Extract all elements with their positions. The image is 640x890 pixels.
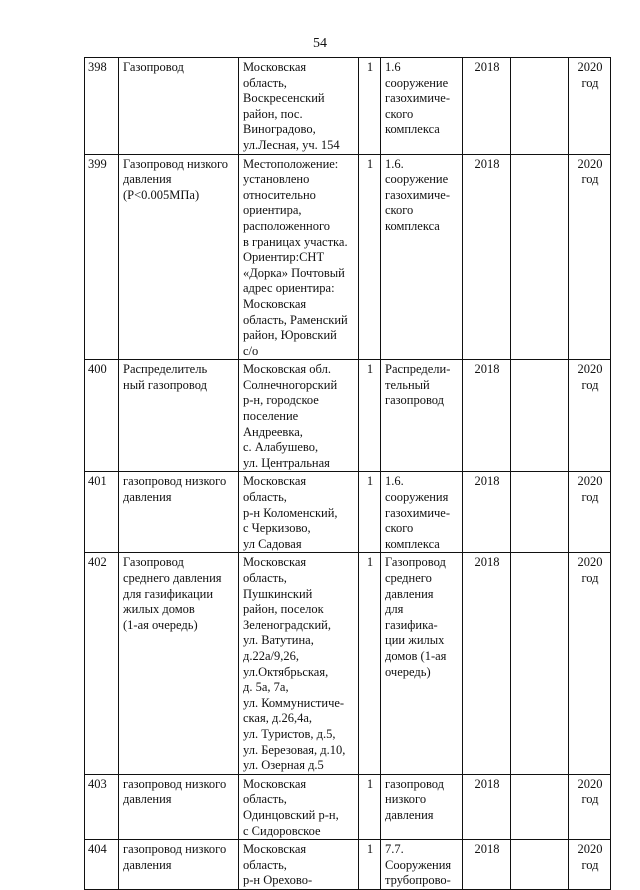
year-cell: [463, 154, 511, 360]
object-name-text: газопровод низкого давления: [123, 842, 227, 872]
deadline-cell: [569, 154, 611, 360]
quantity-text: 1: [366, 474, 374, 489]
page-number: 54: [313, 36, 327, 51]
purpose-cell: [381, 360, 463, 472]
table-row: [85, 360, 611, 472]
quantity-text: 1: [366, 156, 374, 171]
row-number-text: 399: [88, 156, 107, 171]
object-name-text: Распределитель ный газопровод: [123, 362, 208, 392]
purpose-cell: [381, 472, 463, 553]
year-text: 2018: [474, 776, 500, 791]
quantity-text: 1: [366, 842, 374, 857]
row-number-cell: [85, 774, 119, 839]
row-number-text: 403: [88, 776, 107, 791]
address-text: Московская область, Пушкинский район, поселок Зеленоградский, ул. Ватутина, д.22а/9,26, ул.Октябрьская, д. 5а, 7а, ул. Коммунистиче- ская, д.26,4а, ул. Туристов, д.5, ул. Березовая, д.10, ул. Озерная д.5: [243, 555, 346, 773]
quantity-cell: [359, 472, 381, 553]
deadline-text: 2020 год: [577, 474, 603, 505]
year-text: 2018: [474, 474, 500, 489]
year-cell: [463, 360, 511, 472]
quantity-text: 1: [366, 776, 374, 791]
purpose-text: Газопровод среднего давления для газифика- ции жилых домов (1-ая очередь): [385, 555, 447, 679]
purpose-text: 7.7. Сооружения трубопрово-: [385, 842, 452, 888]
object-name-text: Газопровод среднего давления для газификации жилых домов (1-ая очередь): [123, 555, 222, 632]
deadline-cell: [569, 58, 611, 155]
row-number-text: 402: [88, 555, 107, 570]
row-number-cell: [85, 360, 119, 472]
empty-cell: [511, 360, 569, 472]
object-name-text: газопровод низкого давления: [123, 776, 227, 807]
address-text: Московская область, р-н Коломенский, с Черкизово, ул Садовая: [243, 474, 338, 551]
row-number-cell: [85, 840, 119, 890]
quantity-text: 1: [366, 60, 374, 74]
purpose-cell: [381, 58, 463, 155]
object-name-text: Газопровод: [123, 60, 184, 74]
empty-cell: [511, 553, 569, 774]
quantity-cell: [359, 58, 381, 155]
table-row: [85, 840, 611, 890]
table-row: [85, 58, 611, 155]
quantity-cell: [359, 154, 381, 360]
empty-cell: [511, 774, 569, 839]
year-text: 2018: [474, 156, 500, 171]
purpose-text: газопровод низкого давления: [385, 776, 445, 822]
object-name-cell: [119, 774, 239, 839]
address-cell: [239, 154, 359, 360]
year-text: 2018: [474, 555, 500, 570]
table-row: [85, 553, 611, 774]
deadline-text: 2020 год: [577, 776, 603, 807]
address-text: Московская область, Одинцовский р-н, с Сидоровское: [243, 776, 339, 838]
purpose-cell: [381, 553, 463, 774]
object-name-cell: [119, 154, 239, 360]
address-cell: [239, 360, 359, 472]
row-number-text: 404: [88, 842, 107, 857]
year-cell: [463, 774, 511, 839]
purpose-text: 1.6 сооружение газохимиче- ского комплекса: [385, 60, 451, 137]
year-cell: [463, 472, 511, 553]
year-text: 2018: [474, 362, 500, 377]
year-cell: [463, 840, 511, 890]
year-text: 2018: [474, 60, 500, 74]
quantity-text: 1: [366, 555, 374, 570]
objects-table: [84, 57, 611, 890]
empty-cell: [511, 472, 569, 553]
purpose-cell: [381, 774, 463, 839]
address-cell: [239, 553, 359, 774]
deadline-text: 2020 год: [577, 362, 603, 392]
row-number-cell: [85, 58, 119, 155]
quantity-cell: [359, 553, 381, 774]
address-cell: [239, 58, 359, 155]
purpose-cell: [381, 840, 463, 890]
empty-cell: [511, 840, 569, 890]
row-number-cell: [85, 154, 119, 360]
address-text: Московская обл. Солнечногорский р-н, городское поселение Андреевка, с. Алабушево, ул. Центральная: [243, 362, 338, 470]
year-cell: [463, 553, 511, 774]
table-row: [85, 154, 611, 360]
address-cell: [239, 774, 359, 839]
deadline-cell: [569, 774, 611, 839]
purpose-text: 1.6. сооружение газохимиче- ского комплекса: [385, 156, 451, 233]
address-text: Местоположение: установлено относительно ориентира, расположенного в границах участка. Ориентир:СНТ «Дорка» Почтовый адрес ориентира: Московская область, Раменский район, Юровский с/о: [243, 156, 348, 358]
empty-cell: [511, 154, 569, 360]
object-name-cell: [119, 472, 239, 553]
deadline-text: 2020 год: [577, 60, 603, 90]
object-name-cell: [119, 58, 239, 155]
deadline-cell: [569, 360, 611, 472]
row-number-text: 400: [88, 362, 107, 377]
quantity-cell: [359, 774, 381, 839]
table-row: [85, 472, 611, 553]
purpose-text: 1.6. сооружения газохимиче- ского комплекса: [385, 474, 451, 551]
row-number-text: 401: [88, 474, 107, 489]
deadline-cell: [569, 553, 611, 774]
object-name-cell: [119, 553, 239, 774]
object-name-text: Газопровод низкого давления (Р<0.005МПа): [123, 156, 229, 202]
purpose-text: Распредели- тельный газопровод: [385, 362, 451, 408]
quantity-cell: [359, 840, 381, 890]
address-cell: [239, 840, 359, 890]
deadline-text: 2020 год: [577, 842, 603, 872]
table-row: [85, 774, 611, 839]
table-body: [85, 58, 611, 890]
quantity-text: 1: [366, 362, 374, 377]
object-name-text: газопровод низкого давления: [123, 474, 227, 505]
row-number-cell: [85, 553, 119, 774]
deadline-text: 2020 год: [577, 156, 603, 187]
purpose-cell: [381, 154, 463, 360]
address-text: Московская область, Воскресенский район, пос. Виноградово, ул.Лесная, уч. 154: [243, 60, 340, 152]
deadline-cell: [569, 840, 611, 890]
deadline-text: 2020 год: [577, 555, 603, 585]
object-name-cell: [119, 840, 239, 890]
year-text: 2018: [474, 842, 500, 857]
address-cell: [239, 472, 359, 553]
object-name-cell: [119, 360, 239, 472]
address-text: Московская область, р-н Орехово-: [243, 842, 313, 888]
row-number-cell: [85, 472, 119, 553]
year-cell: [463, 58, 511, 155]
empty-cell: [511, 58, 569, 155]
row-number-text: 398: [88, 60, 107, 74]
quantity-cell: [359, 360, 381, 472]
deadline-cell: [569, 472, 611, 553]
